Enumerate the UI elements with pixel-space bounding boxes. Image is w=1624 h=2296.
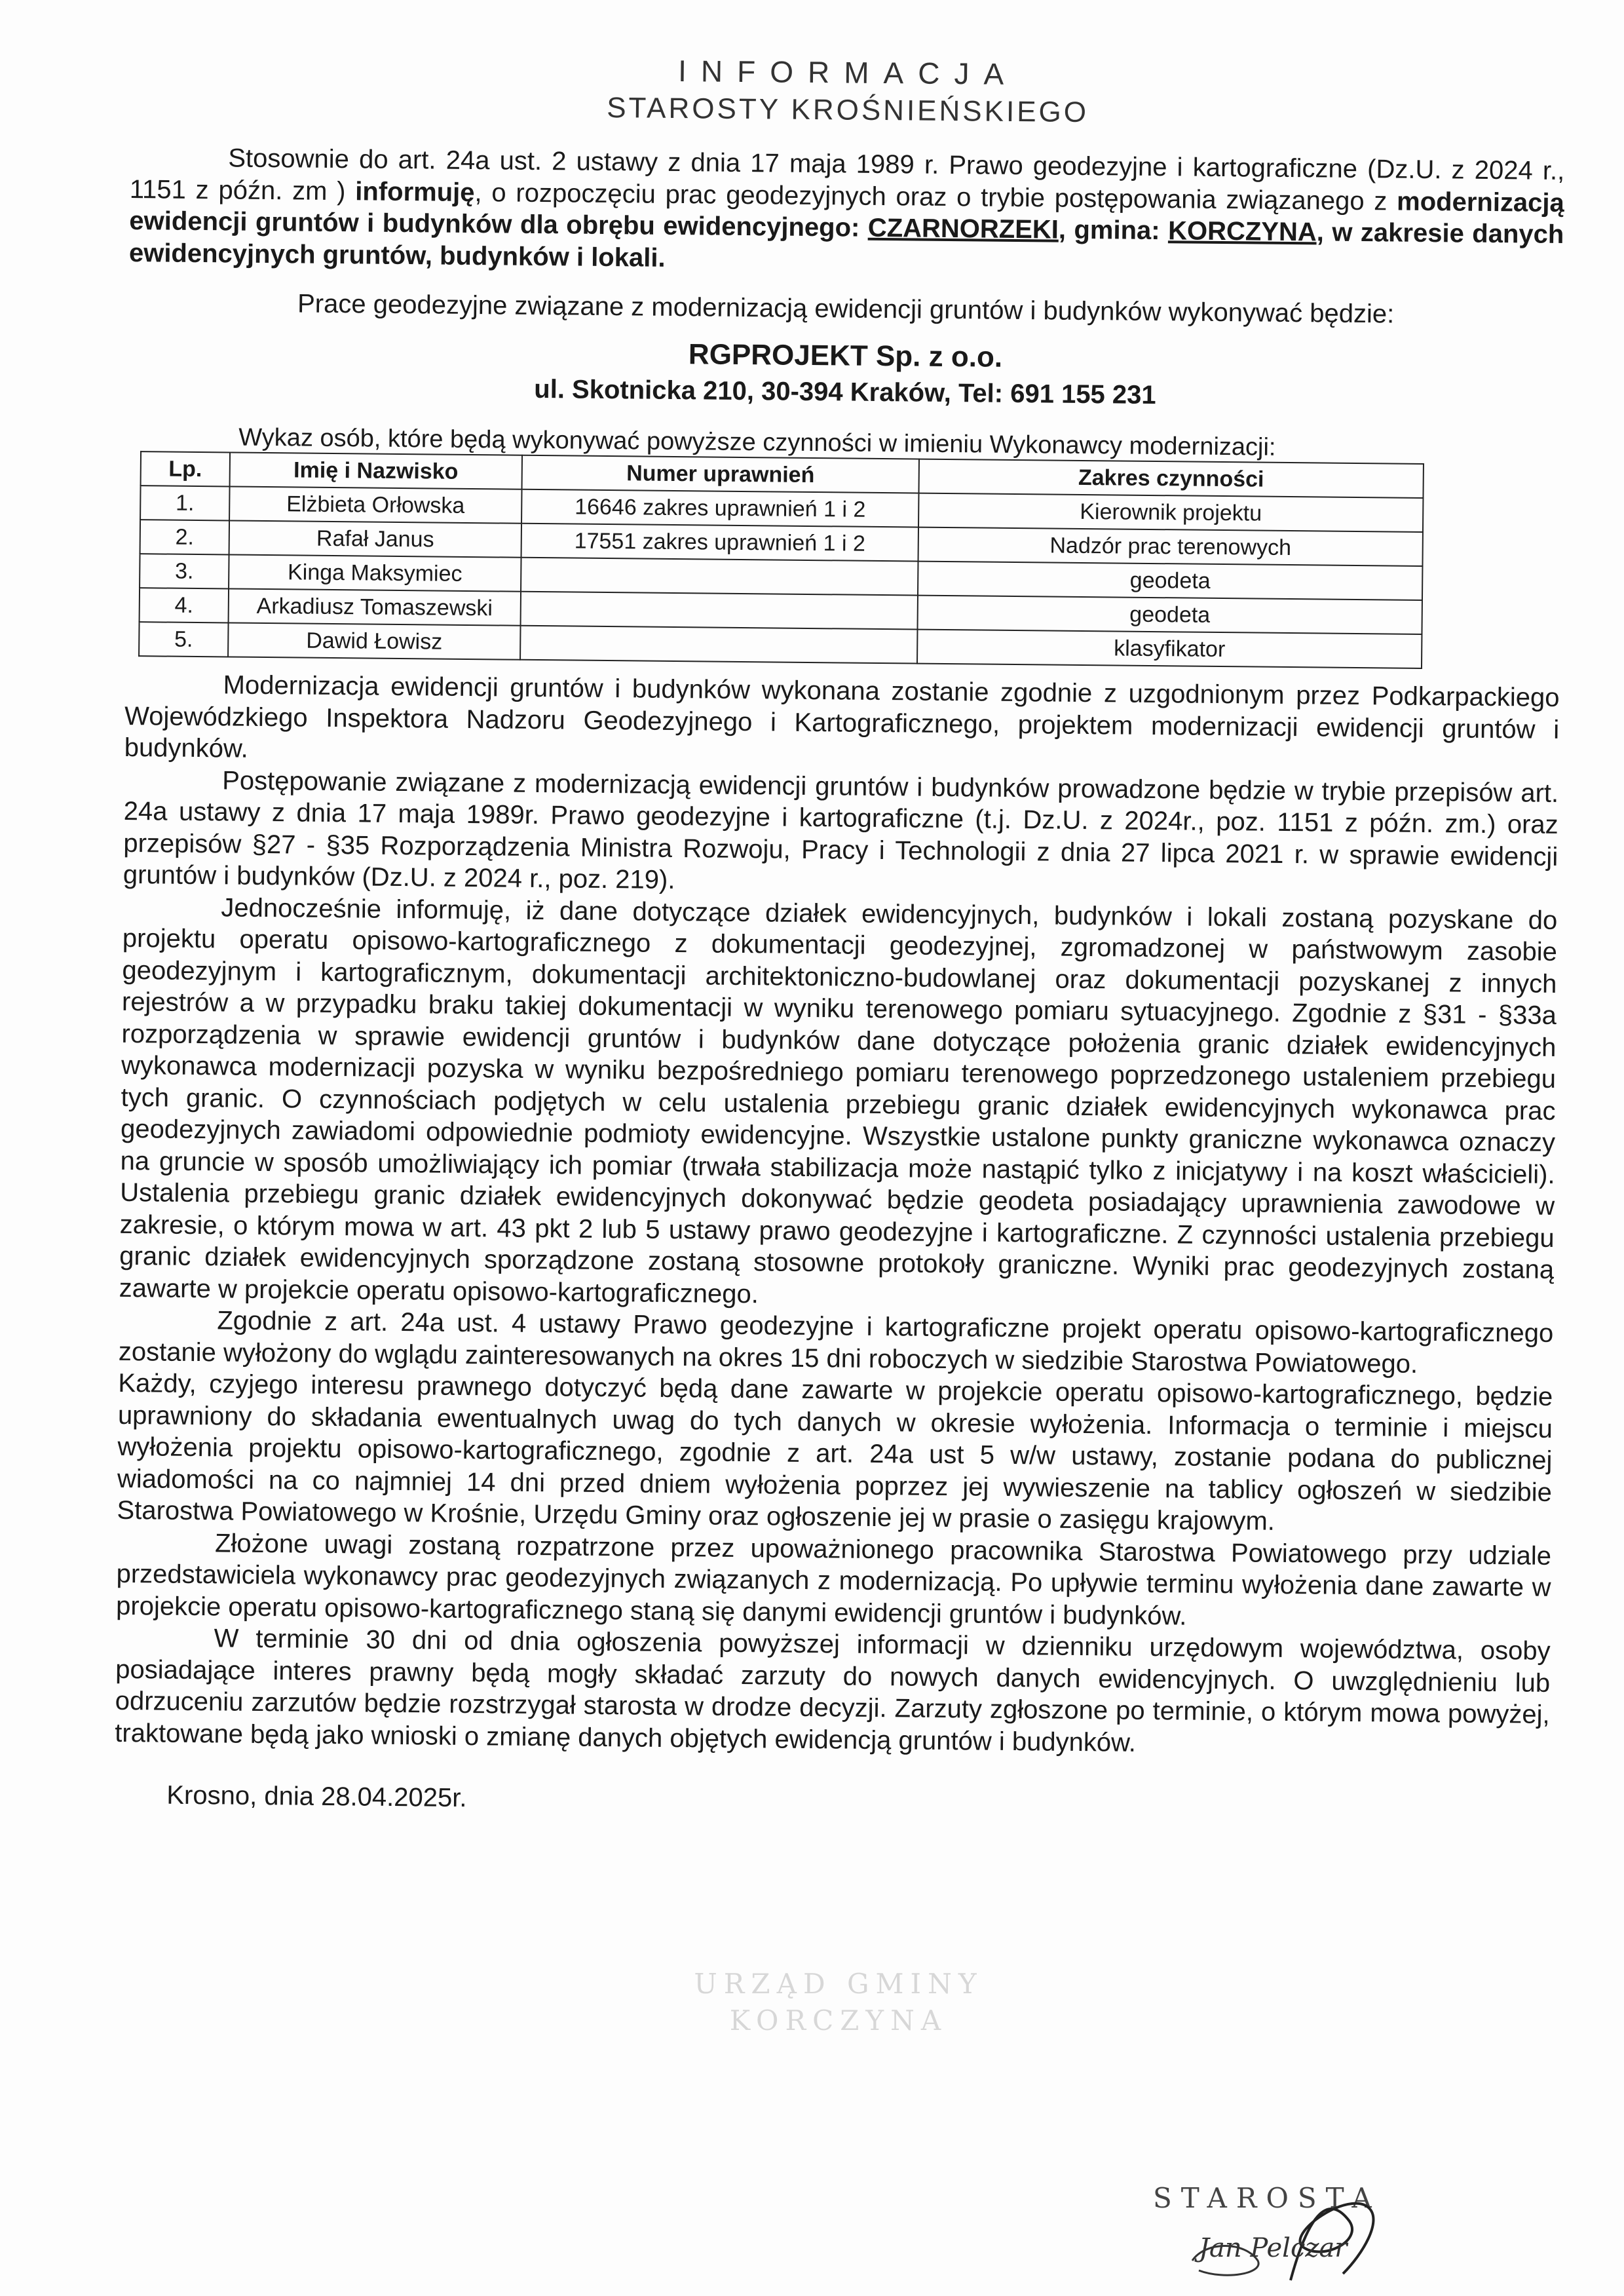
cell-name: Dawid Łowisz bbox=[228, 622, 520, 659]
cell-lp: 3. bbox=[140, 554, 229, 588]
stamp-line-1: URZĄD GMINY bbox=[694, 1968, 983, 2000]
intro-paragraph bbox=[129, 142, 1565, 282]
intro-text-h: , w zakresie danych ewidencyjnych gruntów, budynków i lokali. bbox=[128, 218, 1564, 273]
cell-numer bbox=[520, 626, 917, 664]
cell-zakres: geodeta bbox=[918, 596, 1422, 634]
cell-name: Rafał Janus bbox=[229, 520, 521, 557]
page-subtitle: STAROSTY KROŚNIEŃSKIEGO bbox=[606, 91, 1089, 129]
paragraph-rozpatrzenie: Złożone uwagi zostaną rozpatrzone przez upoważnionego pracownika Starostwa Powiatowego przy udziale przedstawiciela wykonawcy prac geodezyjnych związanych z modernizacją. Po upływie terminu wyłożenia dane zawarte w projekcie operatu opisowo-kartograficznego staną się danymi ewidencji gruntów i budynków. bbox=[115, 1528, 1552, 1631]
table-caption: Wykaz osób, które będą wykonywać powyższe czynności w imieniu Wykonawcy modernizacji: bbox=[238, 423, 1276, 461]
paragraph-wylozenie: Zgodnie z art. 24a ust. 4 ustawy Prawo geodezyjne i kartograficzne projekt operatu opisowo-kartograficznego zostanie wyłożony do wglądu zainteresowanych na okres 15 dni roboczych w siedzibie Starostwa Powiatowego. bbox=[118, 1306, 1554, 1379]
intro-text-b: informuję bbox=[355, 176, 475, 207]
intro-gmina: KORCZYNA bbox=[1167, 216, 1317, 247]
header-lp: Lp. bbox=[141, 451, 230, 486]
cell-name: Arkadiusz Tomaszewski bbox=[229, 588, 521, 625]
paragraph-dane-dzialek: Jednocześnie informuję, iż dane dotyczące działek ewidencyjnych, budynków i lokali zostaną pozyskane do projektu operatu opisowo-kartograficznego z dokumentacji geodezyjnej, zgromadzonej w państwowym zasobie geodezyjnym i kartograficznym, dokumentacji architektoniczno-budowlanej oraz dokumentacji pozyskanej z innych rejestrów a w przypadku braku takiej dokumentacji w wyniku terenowego pomiaru sytuacyjnego. Zgodnie z §31 - §33a rozporządzenia w sprawie ewidencji gruntów i budynków dane dotyczące położenia granic działek ewidencyjnych wykonawca modernizacji pozyska w wyniku bezpośredniego pomiaru terenowego poprzedzonego ustaleniem przebiegu tych granic. O czynnościach podjętych w celu ustalenia przebiegu granic działek ewidencyjnych wykonawca prac geodezyjnych zawiadomi odpowiednie podmioty ewidencyjne. Wszystkie ustalone punkty graniczne wykonawca oznaczy na gruncie w sposób umożliwiający ich pomiar (trwała stabilizacja może nastąpić tylko z inicjatywy i na koszt właścicieli). Ustalenia przebiegu granic działek ewidencyjnych dokonywać będzie geodeta posiadający uprawnienia zawodowe w zakresie, o którym mowa w art. 43 pkt 2 lub 5 ustawy prawo geodezyjne i kartograficzne. Z czynności ustalenia przebiegu granic działek ewidencyjnych sporządzone zostaną stosowne protokoły graniczne. Wyniki prac geodezyjnych zostaną zawarte w projekcie operatu opisowo-kartograficznego. bbox=[119, 892, 1558, 1309]
intro-text-d: modernizacją ewidencji gruntów i budynków dla obrębu ewidencyjnego: bbox=[129, 187, 1565, 242]
paragraph-zarzuty: W terminie 30 dni od dnia ogłoszenia powyższej informacji w dzienniku urzędowym województwa, osoby posiadające interes prawny będą mogły składać zarzuty do nowych danych ewidencyjnych. O uwzględnieniu lub odrzuceniu zarzutów będzie rozstrzygał starosta w drodze decyzji. Zarzuty zgłoszone po terminie, o którym mowa powyżej, traktowane będą jako wnioski o zmianę danych objętych ewidencją gruntów i budynków. bbox=[115, 1624, 1551, 1757]
contractor-lead: Prace geodezyjne związane z modernizacją ewidencji gruntów i budynków wykonywać będzie: bbox=[297, 289, 1395, 329]
signature-title: STAROSTA bbox=[1153, 2182, 1381, 2214]
signature-block bbox=[1153, 2182, 1494, 2287]
intro-text-a: Stosownie do art. 24a ust. 2 ustawy z dnia 17 maja 1989 r. Prawo geodezyjne i kartograficzne (Dz.U. z 2024 r., 1151 z późn. zm ) bbox=[129, 144, 1565, 206]
cell-numer bbox=[521, 592, 918, 630]
cell-lp: 1. bbox=[140, 486, 229, 520]
persons-table bbox=[138, 451, 1424, 669]
cell-numer bbox=[521, 558, 918, 596]
cell-numer: 17551 zakres uprawnień 1 i 2 bbox=[521, 524, 918, 562]
cell-zakres: Nadzór prac terenowych bbox=[918, 527, 1423, 566]
intro-text-f: , gmina: bbox=[1058, 215, 1169, 246]
paragraph-modernizacja: Modernizacja ewidencji gruntów i budynków wykonana zostanie zgodnie z uzgodnionym przez Podkarpackiego Wojewódzkiego Inspektora Nadzoru Geodezyjnego i Kartograficznego, projektem modernizacji ewidencji gruntów i budynków. bbox=[124, 670, 1560, 763]
intro-obreb: CZARNORZEKI bbox=[867, 213, 1059, 244]
cell-name: Elżbieta Orłowska bbox=[229, 486, 521, 523]
page-title: INFORMACJA bbox=[677, 54, 1019, 91]
header-zakres: Zakres czynności bbox=[919, 459, 1424, 498]
cell-zakres: klasyfikator bbox=[917, 630, 1422, 668]
company-name: RGPROJEKT Sp. z o.o. bbox=[688, 338, 1003, 373]
office-stamp bbox=[655, 1966, 1022, 2077]
cell-lp: 2. bbox=[140, 520, 229, 554]
cell-zakres: geodeta bbox=[918, 562, 1422, 600]
document-content bbox=[114, 46, 1566, 1824]
cell-lp: 4. bbox=[140, 588, 229, 622]
paragraph-uwagi: Każdy, czyjego interesu prawnego dotyczyć będą dane zawarte w projekcie operatu opisowo-kartograficznego, będzie uprawniony do składania ewentualnych uwag do tych danych w okresie wyłożenia. Informacja o terminie i miejscu wyłożenia projektu opisowo-kartograficznego, zgodnie z art. 24a ust 5 w/w ustawy, zostanie podana do publicznej wiadomości na co najmniej 14 dni przed dniem wyłożenia poprzez jej wywieszenie na tablicy ogłoszeń w siedzibie Starostwa Powiatowego w Krośnie, Urzędu Gminy oraz ogłoszenie jej w prasie o zasięgu krajowym. bbox=[117, 1368, 1553, 1536]
header-name: Imię i Nazwisko bbox=[230, 452, 522, 489]
cell-lp: 5. bbox=[139, 622, 228, 657]
header-numer: Numer uprawnień bbox=[522, 455, 919, 493]
document-date: Krosno, dnia 28.04.2025r. bbox=[166, 1780, 467, 1813]
paragraph-postepowanie: Postępowanie związane z modernizacją ewidencji gruntów i budynków prowadzone będzie w trybie przepisów art. 24a ustawy z dnia 17 maja 1989r. Prawo geodezyjne i kartograficzne (t.j. Dz.U. z 2024r., poz. 1151 z późn. zm.) oraz przepisów §27 - §35 Rozporządzenia Ministra Rozwoju, Pracy i Technologii z dnia 27 lipca 2021 r. w sprawie ewidencji gruntów i budynków (Dz.U. z 2024 r., poz. 219). bbox=[123, 765, 1559, 895]
signature-name: Jan Pelczar bbox=[1199, 2233, 1348, 2263]
cell-numer: 16646 zakres uprawnień 1 i 2 bbox=[521, 489, 918, 527]
company-address: ul. Skotnicka 210, 30-394 Kraków, Tel: 691 155 231 bbox=[534, 374, 1156, 410]
stamp-line-2: KORCZYNA bbox=[729, 2004, 948, 2037]
cell-zakres: Kierownik projektu bbox=[918, 493, 1423, 532]
intro-text-c: , o rozpoczęciu prac geodezyjnych oraz o trybie postępowania związanego z bbox=[474, 178, 1397, 216]
cell-name: Kinga Maksymiec bbox=[229, 554, 521, 591]
